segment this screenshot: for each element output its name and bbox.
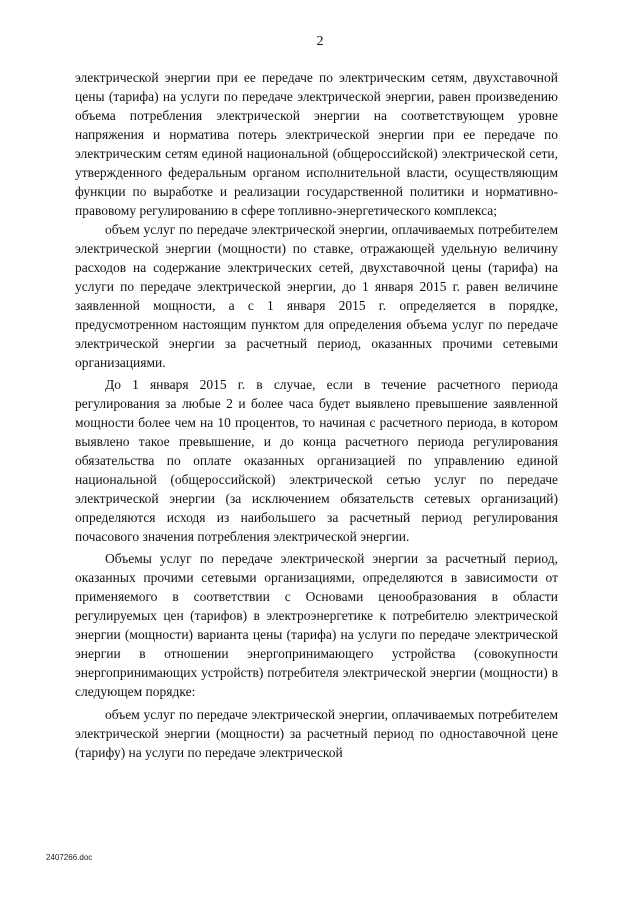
paragraph-before-2015-excess: До 1 января 2015 г. в случае, если в течение расчетного периода регулирования за любые 2 и более часа будет выявлено превышение заявленной мощности более чем на 10 процентов, то начиная с расчетного периода, в котором выявлено такое превышение, и до конца расчетного периода регулирования обязательства по оплате оказанных организацией по управлению единой национальной (общероссийской) электрической сетью услуг по передаче электрической энергии (за исключением обязательств сетевых организаций) определяются исходя из наибольшего за расчетный период регулирования почасового значения потребления электрической энергии. [75,377,558,544]
document-file-code: 2407266.doc [46,853,93,862]
paragraph-single-rate-volume: объем услуг по передаче электрической энергии, оплачиваемых потребителем электрической энергии (мощности) за расчетный период по одноставочной цене (тарифу) на услуги по передаче электрической [75,707,558,760]
page-number: 2 [316,34,324,49]
paragraph-continuation: электрической энергии при ее передаче по электрическим сетям, двухставочной цены (тарифа) на услуги по передаче электрической энергии, равен произведению объема потребления электрической энергии на соответствующем уровне напряжения и норматива потерь электрической энергии при ее передаче по электрическим сетям единой национальной (общероссийской) электрической сети, утвержденного федеральным органом исполнительной власти, осуществляющим функции по выработке и реализации государственной политики и нормативно-правовому регулированию в сфере топливно-энергетического комплекса; [75,70,558,218]
paragraph-two-part-tariff-volume: объем услуг по передаче электрической энергии, оплачиваемых потребителем электрической энергии (мощности) по ставке, отражающей удельную величину расходов на содержание электрических сетей, двухставочной цены (тарифа) на услуги по передаче электрической энергии, до 1 января 2015 г. равен величине заявленной мощности, а с 1 января 2015 г. определяется в порядке, предусмотренном настоящим пунктом для определения объема услуг по передаче электрической энергии за расчетный период, оказанных прочими сетевыми организациями. [75,222,558,370]
paragraph-other-network-volumes: Объемы услуг по передаче электрической энергии за расчетный период, оказанных прочими сетевыми организациями, определяются в зависимости от применяемого в соответствии с Основами ценообразования в области регулируемых цен (тарифов) в электроэнергетике к потребителю электрической энергии (мощности) варианта цены (тарифа) на услуги по передаче электрической энергии в отношении энергопринимающего устройства (совокупности энергопринимающих устройств) потребителя электрической энергии (мощности) в следующем порядке: [75,551,558,699]
document-body [75,68,558,762]
